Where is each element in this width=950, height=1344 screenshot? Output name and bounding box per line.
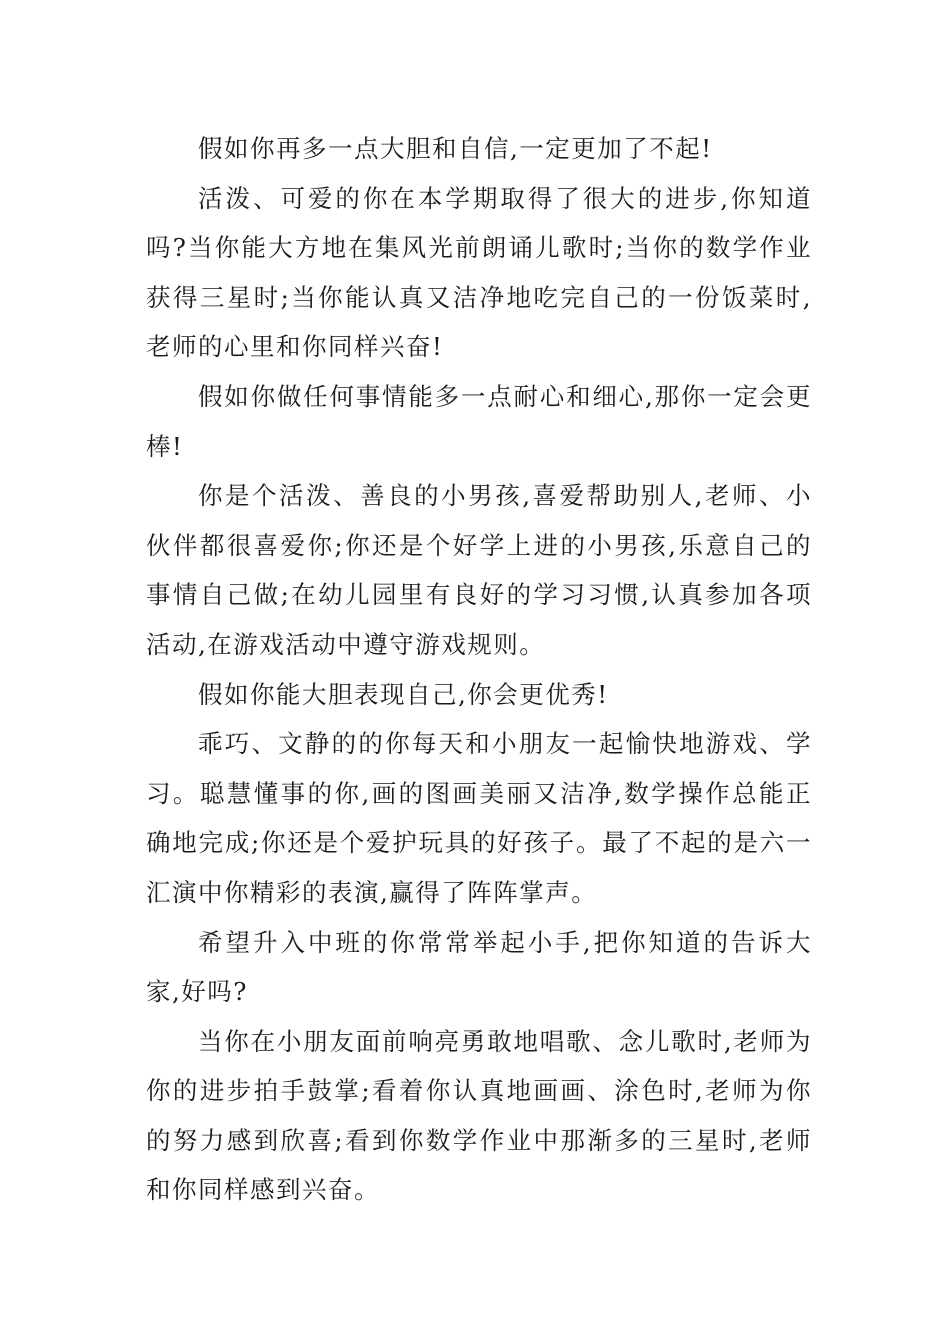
paragraph-2: 活泼、可爱的你在本学期取得了很大的进步,你知道吗?当你能大方地在集风光前朗诵儿歌时;当你的数学作业获得三星时;当你能认真又洁净地吃完自己的一份饭菜时,老师的心里和你同样兴奋!	[146, 183, 812, 362]
paragraph-8: 当你在小朋友面前响亮勇敢地唱歌、念儿歌时,老师为你的进步拍手鼓掌;看着你认真地画画、涂色时,老师为你的努力感到欣喜;看到你数学作业中那渐多的三星时,老师和你同样感到兴奋。	[146, 1026, 812, 1205]
paragraph-1: 假如你再多一点大胆和自信,一定更加了不起!	[198, 134, 713, 163]
paragraph-4: 你是个活泼、善良的小男孩,喜爱帮助别人,老师、小伙伴都很喜爱你;你还是个好学上进的小男孩,乐意自己的事情自己做;在幼儿园里有良好的学习习惯,认真参加各项活动,在游戏活动中遵守游戏规则。	[146, 481, 812, 659]
document-body	[146, 124, 812, 1215]
paragraph-7: 希望升入中班的你常常举起小手,把你知道的告诉大家,好吗?	[146, 927, 812, 1007]
paragraph-6: 乖巧、文静的的你每天和小朋友一起愉快地游戏、学习。聪慧懂事的你,画的图画美丽又洁净,数学操作总能正确地完成;你还是个爱护玩具的好孩子。最了不起的是六一汇演中你精彩的表演,赢得了阵阵掌声。	[146, 729, 812, 907]
paragraph-3: 假如你做任何事情能多一点耐心和细心,那你一定会更棒!	[146, 381, 812, 461]
paragraph-5: 假如你能大胆表现自己,你会更优秀!	[198, 679, 609, 709]
